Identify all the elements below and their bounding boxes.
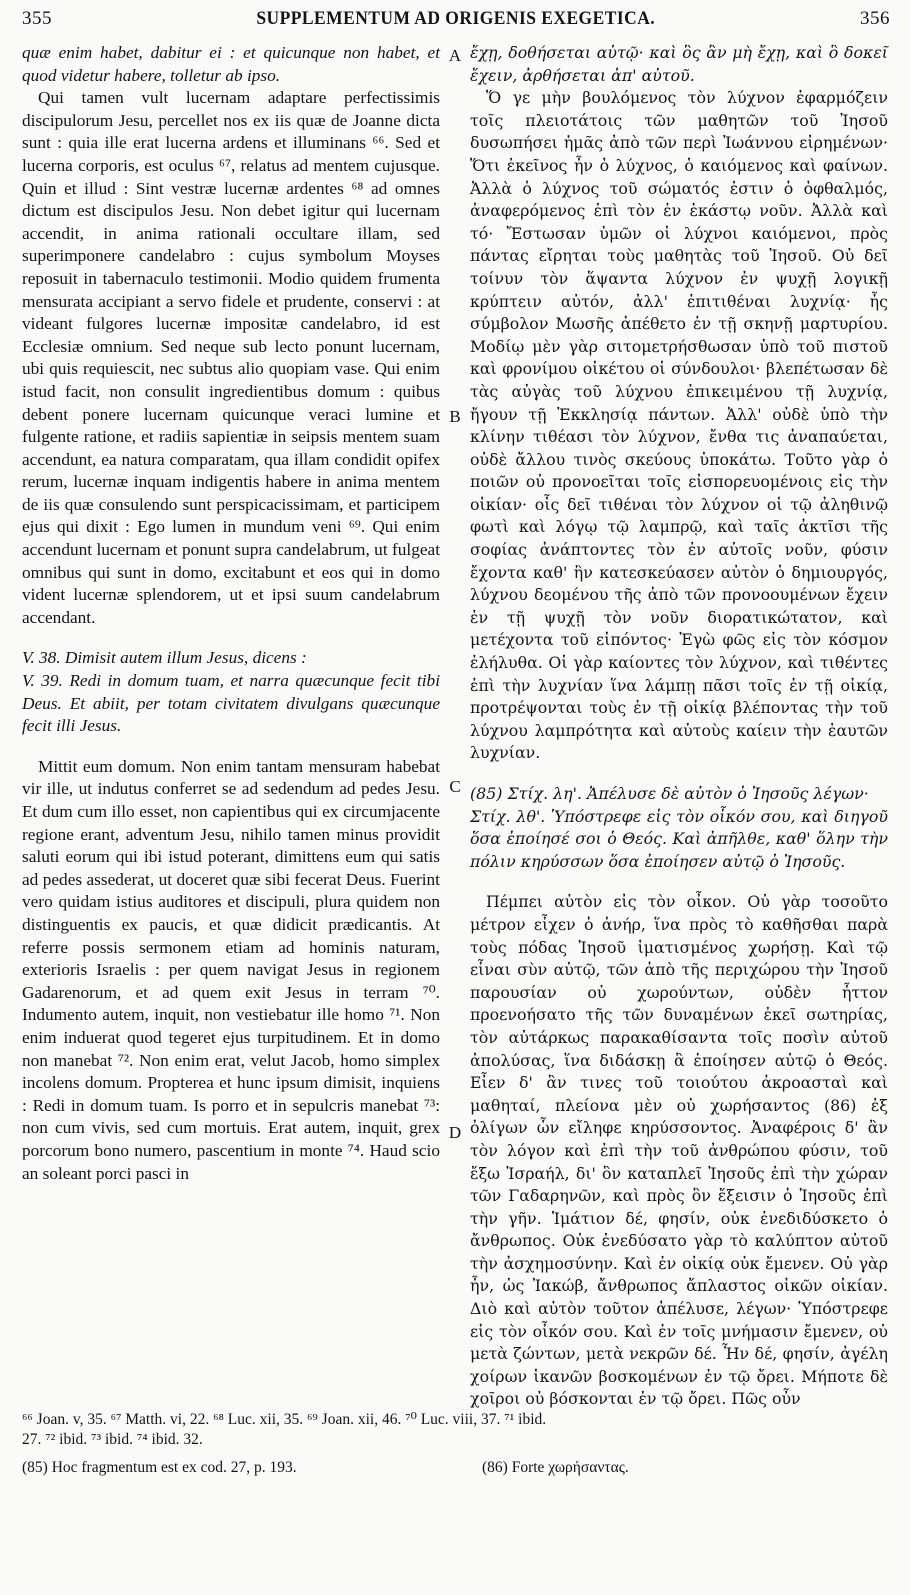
page-number-right: 356 bbox=[859, 8, 890, 29]
page-number-left: 355 bbox=[22, 8, 52, 29]
latin-paragraph-2: Mittit eum domum. Non enim tantam mensuram habebat vir ille, ut indutus conferret se ad sedendum ad pedes Jesu. Et dum cum illo esset, non capientibus qui ex circumjacente regione erant, adventum Jesu, nihilo tamen minus providit saluti eorum qui ibi istud poterant, dimittens eum qui satis ad pedes assederat, ut doceret quæ sibi fecerat Deus. Fuerint vero quidam istius auditores et discipuli, plura quidem non distinguentis ex paucis, et quæ didicit prædicantis. At referre possis sermonem etiam ad hominis naturam, exterioris Israelis : per quem navigat Jesus in regionem Gadarenorum, et ad quem exit Jesus in terram ⁷⁰. Indumento autem, inquit, non vestiebatur ille homo ⁷¹. Non enim induerat quod tegeret ejus turpitudinem. Et in domo non manebat ⁷². Non enim erat, velut Jacob, homo simplex incolens domum. Propterea et hunc ipsum dimisit, inquiens : Redi in domum tuam. Is porro et in sepulcris manebat ⁷³: non cum vivis, sed cum mortuis. Erat autem, inquit, grex porcorum bono numero, pascentium in monte ⁷⁴. Haud scio an soleant porci pasci in bbox=[22, 756, 440, 1183]
critical-note-85: (85) Hoc fragmentum est ex cod. 27, p. 193. bbox=[22, 1459, 297, 1476]
greek-column bbox=[470, 42, 888, 1411]
latin-opening-quote: quæ enim habet, dabitur ei : et quicunque non habet, et quod videtur habere, tolletur ab ipso. bbox=[22, 43, 440, 85]
footnotes bbox=[22, 1410, 888, 1478]
greek-opening-quote: ἔχῃ, δοθήσεται αὐτῷ· καὶ ὃς ἂν μὴ ἔχῃ, καὶ ὃ δοκεῖ ἔχειν, ἀρθήσεται ἀπ' αὐτοῦ. bbox=[470, 43, 888, 85]
margin-letter-b: B bbox=[449, 407, 461, 426]
running-title: SUPPLEMENTUM AD ORIGENIS EXEGETICA. bbox=[256, 8, 656, 29]
margin-letter-a: A bbox=[448, 46, 462, 65]
latin-verse-38: V. 38. Dimisit autem illum Jesus, dicens : bbox=[22, 648, 307, 668]
margin-letter-d: D bbox=[448, 1123, 462, 1142]
critical-note-86: (86) Forte χωρήσαντας. bbox=[482, 1459, 629, 1476]
two-column-body bbox=[22, 42, 890, 1411]
running-header bbox=[22, 8, 890, 38]
greek-paragraph-1: Ὅ γε μὴν βουλόμενος τὸν λύχνον ἐφαρμόζειν τοῖς πλειοτάτοις τῶν μαθητῶν τοῦ Ἰησοῦ δυσωπήσει ἡμᾶς ἀπὸ τῶν περὶ Ἰωάννου εἰρημένων· Ὅτι ἐκεῖνος ἦν ὁ λύχνος, ὁ καιόμενος καὶ φαίνων. Ἀλλὰ ὁ λύχνος τοῦ σώματός ἐστιν ὁ ὀφθαλμός, ἀναφερόμενος ἐπὶ τὸν ἐν ἑκάστῳ νοῦν. Ἀλλὰ καὶ τό· Ἔστωσαν ὑμῶν οἱ λύχνοι καιόμενοι, πρὸς πάντας εἴρηται τοὺς μαθητὰς τοῦ Ἰησοῦ. Οὐ δεῖ τοίνυν τὸν ἅψαντα λύχνον ἐν ψυχῇ λογικῇ κρύπτειν αὐτόν, ἀλλ' ἐπιτιθέναι λυχνίᾳ· ἧς σύμβολον Μωσῆς ἀπέθετο ἐν τῇ σκηνῇ μαρτυρίου. Μοδίῳ μὲν γὰρ σιτομετρήσθωσαν ὑπὸ τοῦ πιστοῦ καὶ φρονίμου οἰκέτου οἱ σύνδουλοι· βλεπέτωσαν δὲ τὰς αὐγὰς τοῦ λύχνου ἐπικειμένου τῇ λυχνίᾳ, ἤγουν τῇ Ἐκκλησίᾳ πάντων. Ἀλλ' οὐδὲ ὑπὸ τὴν κλίνην τιθέασι τὸν λύχνον, ἔνθα τις ἀναπαύεται, οὐδὲ ἄλλου τινὸς σκεύους ὑποκάτω. Τοῦτο γὰρ ὁ ποιῶν οὐ προνοεῖται τοῖς εἰσπορευομένοις εἰς τὴν οἰκίαν· οἷς δεῖ τιθέναι τὸν λύχνον οἱ τῷ ἀληθινῷ φωτὶ καὶ λόγῳ τῷ λαμπρῷ, καὶ ταῖς ἀκτῖσι τῆς σοφίας ἀνάπτοντες τὸν ἐν αὐτοῖς νοῦν, φύσιν ἔχοντα καθ' ἣν κατεσκεύασεν αὐτὸν ὁ δημιουργός, λύχνου δεομένου τῆς ἀπὸ τῶν προνοουμένων ἔχειν ἐν τῇ ψυχῇ τὸν νοῦν διορατικώτατον, καὶ μετέχοντα τοῦ εἰπόντος· Ἐγὼ φῶς εἰς τὸν κόσμον ἐλήλυθα. Οἱ γὰρ καίοντες τὸν λύχνον, καὶ τιθέντες ἐπὶ τὴν λυχνίαν ἵνα λάμπῃ πᾶσι τοῖς ἐν τῇ οἰκίᾳ, προτρέψονται τοὺς ἐν τῇ οἰκίᾳ βλέποντας τὴν τοῦ λύχνου λαμπρότητα καὶ αὐτοὺς καίειν τὴν ἑαυτῶν λυχνίαν. bbox=[470, 88, 888, 763]
greek-verse-38: (85) Στίχ. λη'. Ἀπέλυσε δὲ αὐτὸν ὁ Ἰησοῦς λέγων· bbox=[470, 784, 869, 803]
greek-verse-39: Στίχ. λθ'. Ὑπόστρεφε εἰς τὸν οἶκόν σου, καὶ διηγοῦ ὅσα ἐποίησέ σοι ὁ Θεός. Καὶ ἀπῆλθε, καθ' ὅλην τὴν πόλιν κηρύσσων ὅσα ἐποίησεν αὐτῷ ὁ Ἰησοῦς. bbox=[470, 806, 888, 871]
footnote-refs-line-2: 27. ⁷² ibid. ⁷³ ibid. ⁷⁴ ibid. 32. bbox=[22, 1431, 203, 1448]
latin-verse-39: V. 39. Redi in domum tuam, et narra quæcunque fecit tibi Deus. Et abiit, per totam civitatem divulgans quæcunque fecit illi Jesus. bbox=[22, 671, 440, 736]
margin-letter-c: C bbox=[449, 777, 461, 796]
footnote-refs-line-1: ⁶⁶ Joan. v, 35. ⁶⁷ Matth. vi, 22. ⁶⁸ Luc. xii, 35. ⁶⁹ Joan. xii, 46. ⁷⁰ Luc. viii, 37. ⁷¹ ibid. bbox=[22, 1411, 547, 1428]
critical-notes bbox=[22, 1458, 888, 1478]
latin-paragraph-1: Qui tamen vult lucernam adaptare perfectissimis discipulorum Jesu, percellet nos ex iis quæ de Joanne dicta sunt : quia ille erat lucerna ardens et illuminans ⁶⁶. Sed et lucerna corporis, est oculus ⁶⁷, relatus ad mentem cujusque. Quin et illud : Sint vestræ lucernæ ardentes ⁶⁸ ad omnes dictum est discipulos Jesu. Non debet igitur qui lucernam accendit, in anima rationali occultare illam, sed superimponere candelabro : cujus symbolum Moyses reposuit in tabernaculo testimonii. Modio quidem frumenta mensurata accipiant a servo fidele et prudente, conservi : at videant fulgores lucernæ impositæ candelabro, id est Ecclesiæ omnium. Sed neque sub lecto ponunt lucernam, ubi quis requiescit, nec subtus alio quopiam vase. Qui enim istud facit, non consulit ingredientibus domum : quibus debent ponere lucernam quicunque veraci lumine et fulgente ratione, et radiis sapientiæ in seipsis mentem suam accendunt, ea natura comparatam, qua illam condidit opifex rerum, lucernæ inquam indigentis habere in anima mentem de iis quæ consulendo sunt perspicacissimam, et participem ejus qui dixit : Ego lumen in mundum veni ⁶⁹. Qui enim accendunt lucernam et ponunt supra candelabrum, ut fulgeat omnibus qui sunt in domo, excitabunt et eos qui in domo vident lucernæ splendorem, ut et ipsi suum candelabrum accendant. bbox=[22, 88, 440, 627]
latin-column bbox=[22, 42, 440, 1411]
greek-paragraph-2: Πέμπει αὐτὸν εἰς τὸν οἶκον. Οὐ γὰρ τοσοῦτο μέτρον εἶχεν ὁ ἀνήρ, ἵνα πρὸς τὸ καθῆσθαι παρὰ τοὺς πόδας Ἰησοῦ ἱματισμένος χωρήσῃ. Καὶ τῷ εἶναι σὺν αὐτῷ, τῶν ἀπὸ τῆς περιχώρου τὴν Ἰησοῦ παρουσίαν οὐ χωρούντων, οὐδὲν ἧττον προενοήσατο τῆς τῶν δυναμένων ἐκεῖ σωτηρίας, τὸν αὐτάρκως παρακαθίσαντα τοῖς ποσὶν αὐτοῦ ἀπολύσας, ἵνα διδάσκῃ ἃ ἐποίησεν αὐτῷ ὁ Θεός. Εἶεν δ' ἂν τινες τοῦ τοιούτου ἀκροασταὶ καὶ μαθηταί, πλείονα μὲν οὐ χωρήσαντος (86) ἐξ ὀλίγων ὧν εἴληφε κηρύσσοντος. Ἀναφέροις δ' ἂν τὸν λόγον καὶ ἐπὶ τὴν τοῦ ἀνθρώπου φύσιν, τοῦ ἔξω Ἰσραήλ, δι' ὃν καταπλεῖ Ἰησοῦς ἐπὶ τὴν χώραν τῶν Γαδαρηνῶν, καὶ πρὸς ὃν ἔξεισιν ὁ Ἰησοῦς ἐπὶ τὴν γῆν. Ἱμάτιον δέ, φησίν, οὐκ ἐνεδιδύσκετο ὁ ἄνθρωπος. Οὐκ ἐνεδύσατο γὰρ τὸ καλύπτον αὐτοῦ τὴν ἀσχημοσύνην. Καὶ ἐν οἰκίᾳ οὐκ ἔμενεν. Οὐ γὰρ ἦν, ὡς Ἰακώβ, ἄνθρωπος ἄπλαστος οἰκῶν οἰκίαν. Διὸ καὶ αὐτὸν τοῦτον ἀπέλυσε, λέγων· Ὑπόστρεφε εἰς τὸν οἶκόν σου. Καὶ ἐν τοῖς μνήμασιν ἔμενεν, οὐ μετὰ ζώντων, μετὰ νεκρῶν δέ. Ἦν δέ, φησίν, ἀγέλη χοίρων ἱκανῶν βοσκομένων ἐν τῷ ὄρει. Μήποτε δὲ χοῖροι οὐ βόσκονται ἐν τῷ ὄρει. Πῶς οὖν bbox=[470, 892, 888, 1409]
